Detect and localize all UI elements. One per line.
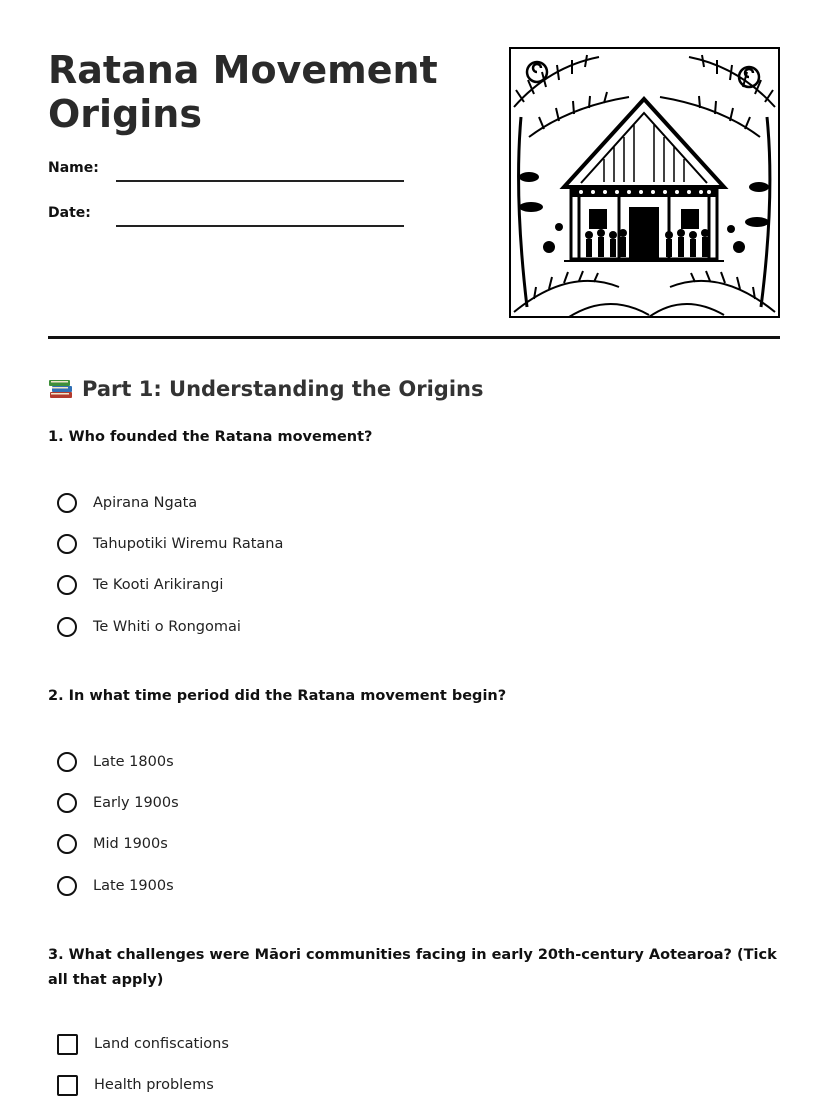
radio-button[interactable] (57, 793, 77, 813)
checkbox[interactable] (57, 1075, 78, 1096)
q2-option-4[interactable] (57, 873, 174, 899)
q3-option-1[interactable] (57, 1031, 229, 1057)
radio-button[interactable] (57, 575, 77, 595)
option-label: Early 1900s (93, 795, 179, 811)
radio-button[interactable] (57, 617, 77, 637)
option-label: Late 1900s (93, 878, 174, 894)
radio-button[interactable] (57, 834, 77, 854)
name-label: Name: (48, 160, 99, 176)
q2-option-1[interactable] (57, 749, 174, 775)
marae-illustration (509, 47, 780, 318)
q2-option-2[interactable] (57, 790, 179, 816)
q1-option-4[interactable] (57, 614, 241, 640)
option-label: Mid 1900s (93, 836, 168, 852)
date-field[interactable] (116, 225, 404, 227)
section-title-part1 (48, 375, 483, 403)
question-3: 3. What challenges were Māori communities facing in early 20th-century Aotearoa? (Tick all that apply) (48, 947, 777, 988)
option-label: Apirana Ngata (93, 495, 198, 511)
option-label: Te Kooti Arikirangi (93, 577, 224, 593)
name-field[interactable] (116, 180, 404, 182)
question-2: 2. In what time period did the Ratana movement begin? (48, 688, 507, 704)
q1-option-2[interactable] (57, 531, 283, 557)
option-label: Land confiscations (94, 1036, 229, 1052)
radio-button[interactable] (57, 752, 77, 772)
question-1: 1. Who founded the Ratana movement? (48, 429, 373, 445)
radio-button[interactable] (57, 876, 77, 896)
section-title-text: Part 1: Understanding the Origins (82, 377, 484, 401)
page-title: Ratana Movement Origins (48, 48, 438, 136)
q3-option-2[interactable] (57, 1072, 214, 1098)
radio-button[interactable] (57, 493, 77, 513)
q2-option-3[interactable] (57, 831, 168, 857)
option-label: Te Whiti o Rongomai (93, 619, 241, 635)
radio-button[interactable] (57, 534, 77, 554)
section-divider (48, 336, 780, 339)
checkbox[interactable] (57, 1034, 78, 1055)
option-label: Late 1800s (93, 754, 174, 770)
date-label: Date: (48, 205, 91, 221)
option-label: Health problems (94, 1077, 214, 1093)
books-icon (48, 376, 74, 400)
q1-option-3[interactable] (57, 572, 223, 598)
q1-option-1[interactable] (57, 490, 197, 516)
option-label: Tahupotiki Wiremu Ratana (93, 536, 284, 552)
